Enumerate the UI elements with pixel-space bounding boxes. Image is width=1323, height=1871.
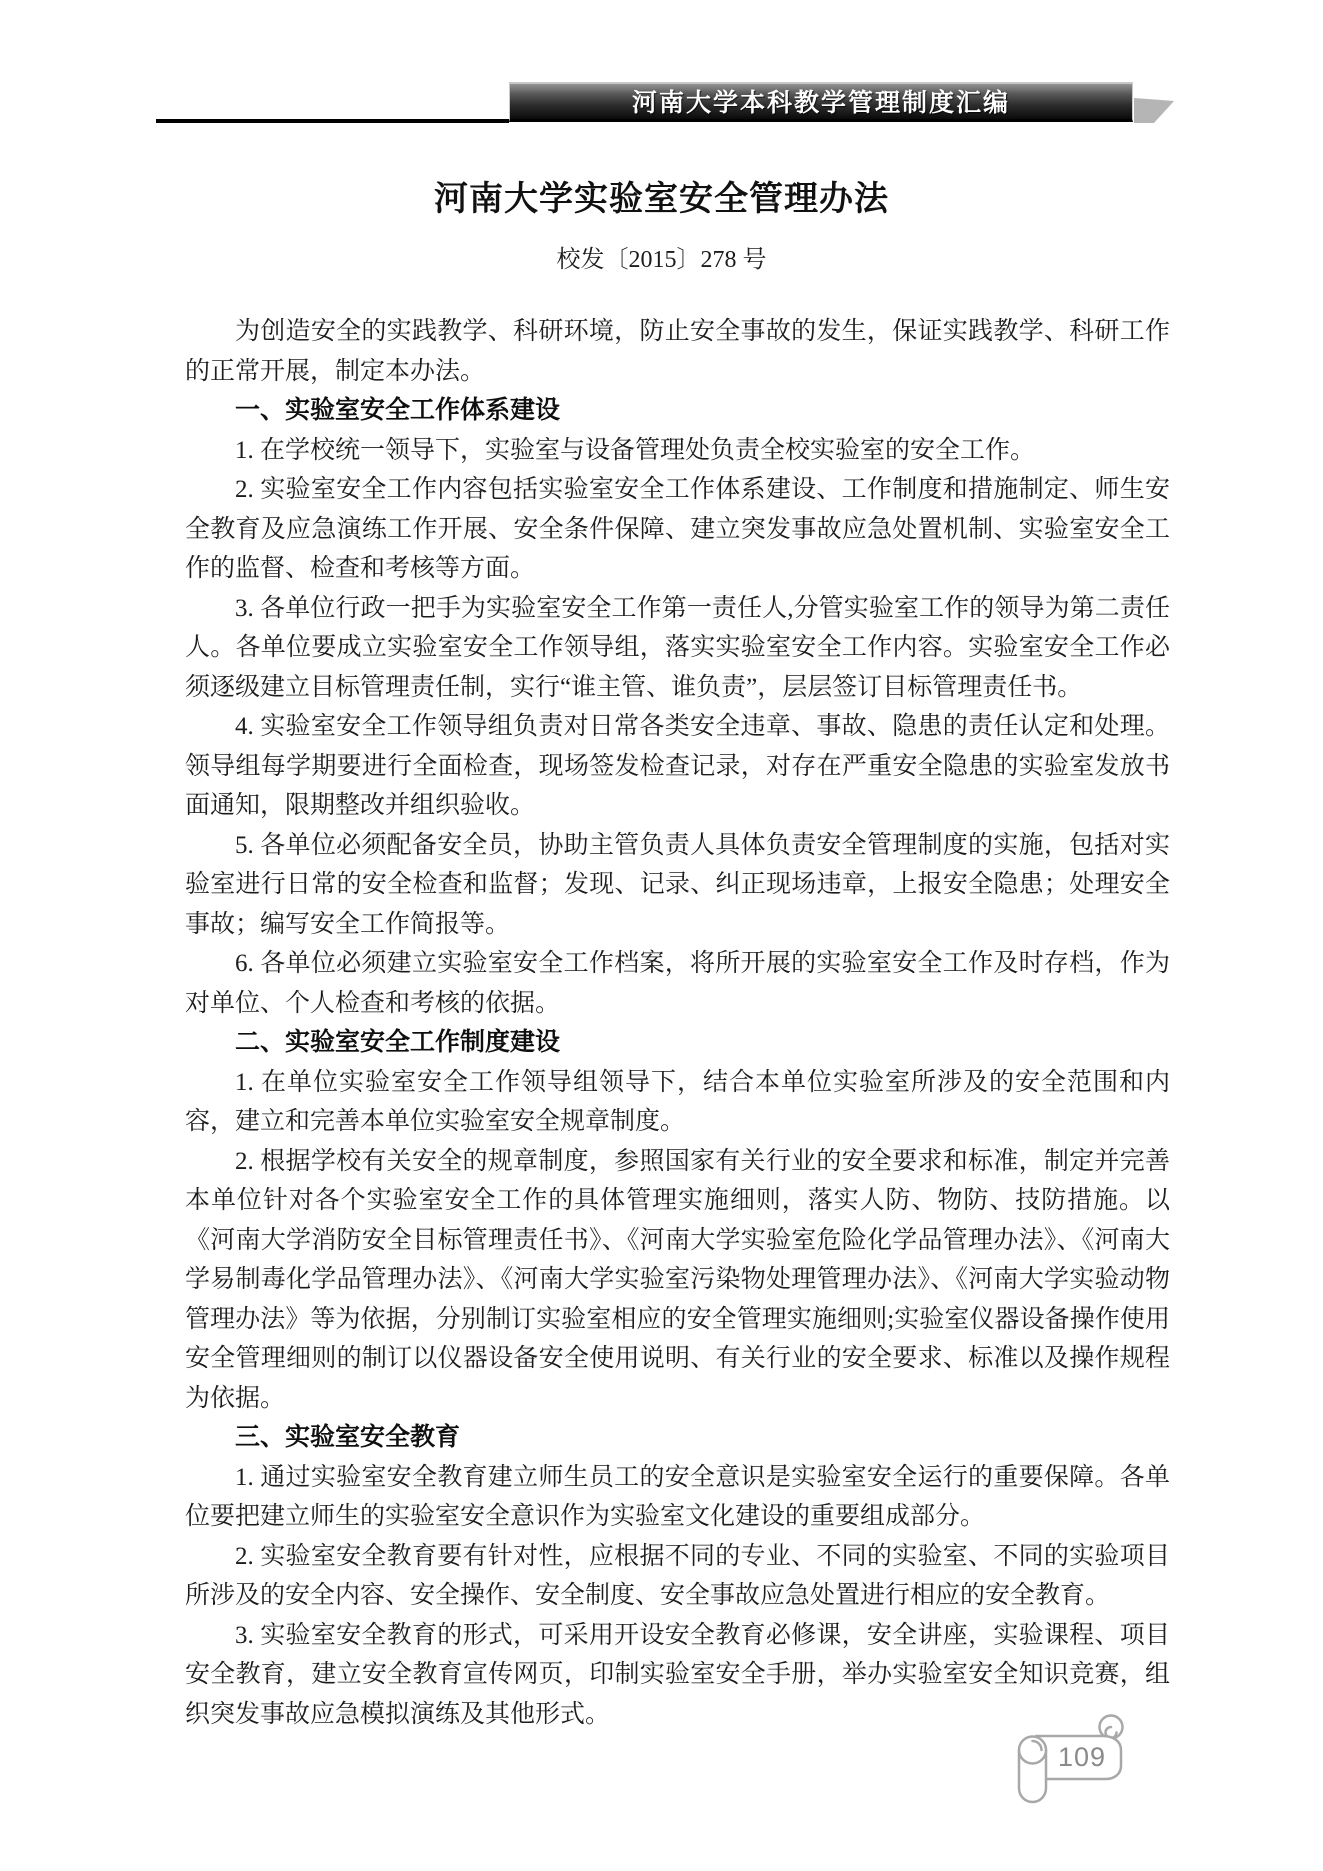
body-paragraph: 2. 根据学校有关安全的规章制度，参照国家有关行业的安全要求和标准，制定并完善本单位针对各个实验室安全工作的具体管理实施细则，落实人防、物防、技防措施。以《河南大学消防安全目标管理责任书》、《河南大学实验室危险化学品管理办法》、《河南大学易制毒化学品管理办法》、《河南大学实验室污染物处理管理办法》、《河南大学实验动物管理办法》等为依据，分别制订实验室相应的安全管理实施细则;实验室仪器设备操作使用安全管理细则的制订以仪器设备安全使用说明、有关行业的安全要求、标准以及操作规程为依据。 xyxy=(185,1147,1170,1412)
body-paragraph: 为创造安全的实践教学、科研环境，防止安全事故的发生，保证实践教学、科研工作的正常开展，制定本办法。 xyxy=(185,318,1170,385)
body-paragraph: 1. 在学校统一领导下，实验室与设备管理处负责全校实验室的安全工作。 xyxy=(235,436,1036,464)
section-heading: 一、实验室安全工作体系建设 xyxy=(235,396,561,424)
body-paragraph: 3. 实验室安全教育的形式，可采用开设安全教育必修课，安全讲座，实验课程、项目安全教育，建立安全教育宣传网页，印制实验室安全手册，举办实验室安全知识竞赛，组织突发事故应急模拟演练及其他形式。 xyxy=(185,1621,1170,1728)
banner-title: 河南大学本科教学管理制度汇编 xyxy=(631,89,1010,117)
header-rule xyxy=(156,119,509,123)
document-title: 河南大学实验室安全管理办法 xyxy=(434,180,889,218)
body-paragraph: 4. 实验室安全工作领导组负责对日常各类安全违章、事故、隐患的责任认定和处理。领导组每学期要进行全面检查，现场签发检查记录，对存在严重安全隐患的实验室发放书面通知，限期整改并组织验收。 xyxy=(185,713,1170,819)
body-paragraph: 3. 各单位行政一把手为实验室安全工作第一责任人,分管实验室工作的领导为第二责任人。各单位要成立实验室安全工作领导组，落实实验室安全工作内容。实验室安全工作必须逐级建立目标管理责任制，实行“谁主管、谁负责”，层层签订目标管理责任书。 xyxy=(185,594,1170,701)
body-paragraph: 2. 实验室安全工作内容包括实验室安全工作体系建设、工作制度和措施制定、师生安全教育及应急演练工作开展、安全条件保障、建立突发事故应急处置机制、实验室安全工作的监督、检查和考核等方面。 xyxy=(185,476,1170,582)
header-banner xyxy=(509,82,1133,122)
section-heading: 三、实验室安全教育 xyxy=(235,1423,461,1451)
section-heading: 二、实验室安全工作制度建设 xyxy=(235,1028,561,1056)
page-number-scroll xyxy=(1010,1712,1132,1806)
body-paragraph: 1. 在单位实验室安全工作领导组领导下，结合本单位实验室所涉及的安全范围和内容，建立和完善本单位实验室安全规章制度。 xyxy=(185,1068,1170,1135)
document-number: 校发〔2015〕278 号 xyxy=(556,247,767,273)
page-number: 109 xyxy=(1057,1742,1107,1772)
body-paragraph: 1. 通过实验室安全教育建立师生员工的安全意识是实验室安全运行的重要保障。各单位要把建立师生的实验室安全意识作为实验室文化建设的重要组成部分。 xyxy=(185,1463,1170,1530)
body-paragraph: 5. 各单位必须配备安全员，协助主管负责人具体负责安全管理制度的实施，包括对实验室进行日常的安全检查和监督；发现、记录、纠正现场违章，上报安全隐患；处理安全事故；编写安全工作简报等。 xyxy=(185,831,1170,938)
body-paragraph: 6. 各单位必须建立实验室安全工作档案，将所开展的实验室安全工作及时存档，作为对单位、个人检查和考核的依据。 xyxy=(185,950,1170,1017)
document-body xyxy=(185,312,1170,1734)
banner-arrow-icon xyxy=(1134,98,1174,123)
body-paragraph: 2. 实验室安全教育要有针对性，应根据不同的专业、不同的实验室、不同的实验项目所涉及的安全内容、安全操作、安全制度、安全事故应急处置进行相应的安全教育。 xyxy=(185,1542,1170,1609)
